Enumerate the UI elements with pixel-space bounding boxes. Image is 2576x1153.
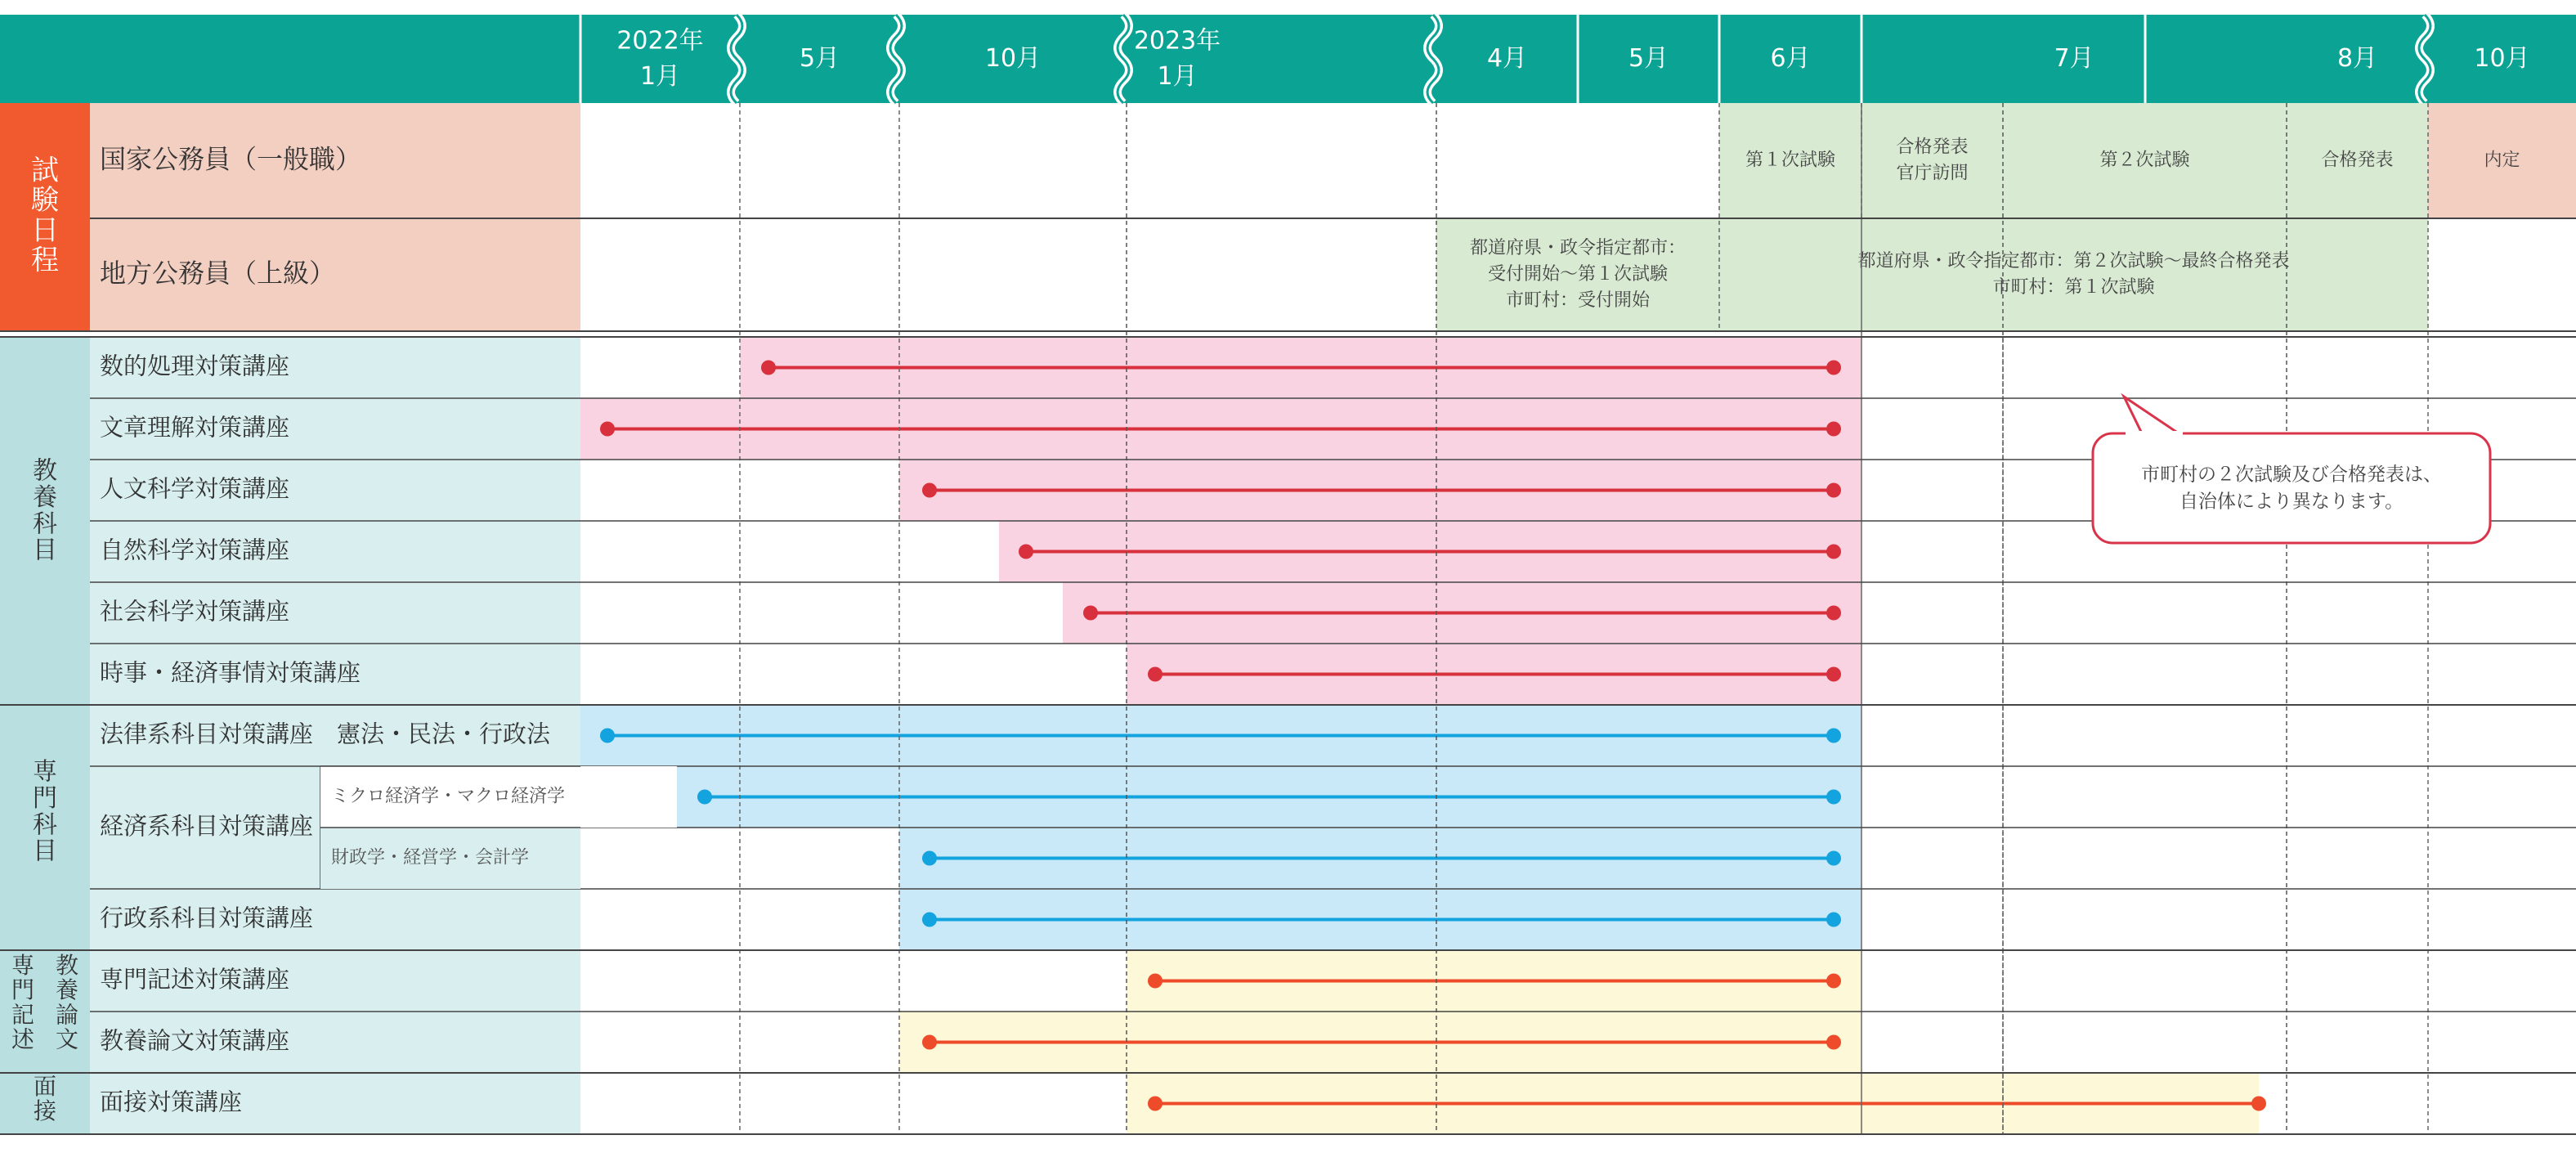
course-start-dot <box>761 361 776 375</box>
course-start-dot <box>1019 545 1033 559</box>
text-line: 市町村の２次試験及び合格発表は、 <box>2141 463 2442 485</box>
char: 接 <box>33 1097 57 1125</box>
course-end-dot <box>1826 851 1841 866</box>
exam-event-text <box>1745 150 1835 171</box>
char: 専 <box>33 757 57 787</box>
exam-category-label <box>30 155 59 277</box>
text-line: 官庁訪問 <box>1896 163 1969 184</box>
course-end-dot <box>2251 1097 2266 1111</box>
course-label <box>100 966 289 994</box>
course-label <box>100 904 313 932</box>
char: 科 <box>33 509 57 539</box>
course-label <box>100 659 361 687</box>
text-line: 2023年 <box>1133 25 1221 55</box>
char: 験 <box>31 184 59 218</box>
course-start-dot <box>922 483 937 498</box>
text-line: 5月 <box>1628 43 1669 73</box>
char: 専 <box>11 952 35 979</box>
char: 目 <box>33 837 57 866</box>
callout-joint <box>2126 431 2183 437</box>
group-label <box>56 952 78 1053</box>
header-bar <box>0 15 2576 103</box>
callout-box <box>2093 433 2490 543</box>
course-label <box>100 720 551 748</box>
exam-event-text <box>2321 150 2393 171</box>
course-start-dot <box>1148 667 1163 682</box>
month-label <box>800 44 840 73</box>
text-line: 8月 <box>2336 43 2378 73</box>
callout-tail <box>2124 397 2179 433</box>
course-start-dot <box>600 422 615 437</box>
text-line: 地方公務員（上級） <box>100 258 336 289</box>
text-line: 経済系科目対策講座 <box>100 812 314 840</box>
course-label <box>100 1027 289 1055</box>
course-end-dot <box>1826 790 1841 805</box>
month-label <box>985 44 1041 73</box>
text-line: 合格発表 <box>2321 150 2394 171</box>
char: 養 <box>55 976 79 1004</box>
group-label <box>34 1073 57 1124</box>
text-line: 都道府県・政令指定都市：第２次試験～最終合格発表 <box>1857 251 2290 272</box>
text-line: 受付開始～第１次試験 <box>1487 264 1669 285</box>
course-label <box>100 812 313 840</box>
char: 面 <box>33 1073 57 1100</box>
course-end-dot <box>1826 361 1841 375</box>
text-line: 市町村：第１次試験 <box>1992 276 2155 298</box>
course-sub-label <box>331 787 565 807</box>
char: 程 <box>31 244 59 277</box>
text-line: 市町村：受付開始 <box>1505 289 1651 311</box>
char: 門 <box>33 783 57 813</box>
month-label <box>1628 44 1669 73</box>
exam-row-label <box>100 144 361 175</box>
course-start-dot <box>922 1035 937 1050</box>
text-line: 教養論文対策講座 <box>100 1026 290 1055</box>
month-label <box>1487 44 1527 73</box>
group-label <box>33 758 57 866</box>
text-line: 自治体により異なります。 <box>2179 491 2404 513</box>
course-end-dot <box>1826 545 1841 559</box>
char: 論 <box>55 1001 79 1029</box>
course-start-dot <box>600 729 615 743</box>
text-line: 法律系科目対策講座 憲法・民法・行政法 <box>100 720 551 748</box>
text-line: 6月 <box>1770 43 1811 73</box>
course-start-dot <box>922 851 937 866</box>
text-line: 5月 <box>799 43 840 73</box>
course-sub-label <box>331 848 529 868</box>
course-label <box>100 536 289 564</box>
char: 養 <box>33 482 57 512</box>
char: 教 <box>33 456 57 486</box>
text-line: ミクロ経済学・マクロ経済学 <box>331 786 566 807</box>
course-label <box>100 598 289 626</box>
text-line: 都道府県・政令指定都市： <box>1469 238 1687 259</box>
text-line: 面接対策講座 <box>100 1088 243 1116</box>
course-end-dot <box>1826 913 1841 927</box>
course-end-dot <box>1826 1035 1841 1050</box>
text-line: 文章理解対策講座 <box>100 413 290 442</box>
course-end-dot <box>1826 974 1841 989</box>
text-line: 人文科学対策講座 <box>100 474 290 503</box>
text-line: 2022年 <box>616 25 704 55</box>
text-line: 4月 <box>1486 43 1528 73</box>
text-line: 1月 <box>639 61 681 91</box>
month-label <box>2474 44 2529 73</box>
text-line: 自然科学対策講座 <box>100 536 290 564</box>
text-line: 10月 <box>2474 43 2530 73</box>
char: 科 <box>33 810 57 840</box>
course-label <box>100 475 289 503</box>
text-line: 財政学・経営学・会計学 <box>331 847 530 868</box>
course-end-dot <box>1826 667 1841 682</box>
course-end-dot <box>1826 422 1841 437</box>
text-line: 第１次試験 <box>1745 150 1836 171</box>
course-label <box>100 352 289 380</box>
pre-band-cell <box>580 766 677 828</box>
char: 門 <box>11 976 35 1004</box>
course-start-dot <box>922 913 937 927</box>
month-label <box>1770 44 1810 73</box>
exam-row-label <box>100 258 335 289</box>
char: 教 <box>55 952 79 979</box>
char: 日 <box>31 213 59 247</box>
exam-label-cell <box>90 103 580 331</box>
text-line: 専門記述対策講座 <box>100 965 290 994</box>
course-end-dot <box>1826 606 1841 621</box>
exam-event-text <box>2484 150 2520 171</box>
course-label <box>100 414 289 442</box>
text-line: 数的処理対策講座 <box>100 352 290 380</box>
char: 試 <box>31 154 59 187</box>
text-line: 時事・経済事情対策講座 <box>100 658 361 687</box>
char: 述 <box>11 1025 35 1053</box>
text-line: 合格発表 <box>1896 137 1969 158</box>
text-line: 第２次試験 <box>2099 150 2190 171</box>
text-line: 1月 <box>1157 61 1198 91</box>
course-start-dot <box>697 790 712 805</box>
course-start-dot <box>1148 1097 1163 1111</box>
course-end-dot <box>1826 729 1841 743</box>
course-start-dot <box>1083 606 1098 621</box>
exam-event-text <box>2099 150 2189 171</box>
text-line: 内定 <box>2484 150 2520 171</box>
course-start-dot <box>1148 974 1163 989</box>
course-end-dot <box>1826 483 1841 498</box>
month-label <box>2337 44 2377 73</box>
text-line: 社会科学対策講座 <box>100 597 290 626</box>
text-line: 国家公務員（一般職） <box>100 143 362 175</box>
char: 文 <box>55 1025 79 1053</box>
char: 目 <box>33 536 57 565</box>
char: 記 <box>11 1001 35 1029</box>
group-label <box>11 952 34 1053</box>
text-line: 行政系科目対策講座 <box>100 904 314 932</box>
text-line: 10月 <box>984 43 1042 73</box>
month-label <box>2054 44 2094 73</box>
group-label <box>33 457 57 565</box>
text-line: 7月 <box>2054 43 2094 73</box>
course-label <box>100 1088 242 1116</box>
